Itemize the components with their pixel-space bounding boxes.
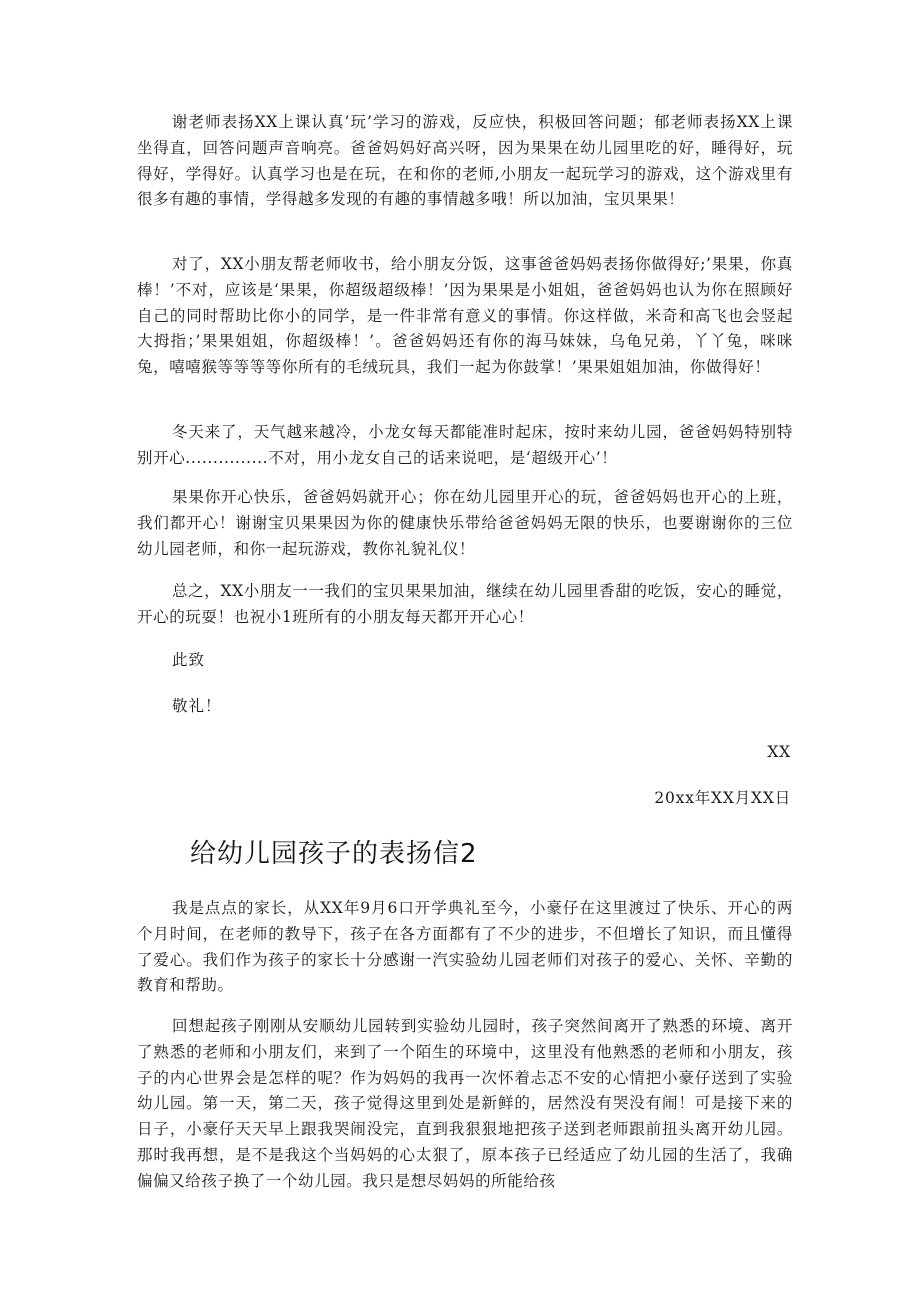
- signature: XX: [767, 743, 791, 761]
- letter2-paragraph-2: 回想起孩子刚刚从安顺幼儿园转到实验幼儿园时，孩子突然间离开了熟悉的环境、离开了熟悉的老师和小朋友们，来到了一个陌生的环境中，这里没有他熟悉的老师和小朋友，孩子的内心世界会是怎样的呢？作为妈妈的我再一次怀着忐忑不安的心情把小豪仔送到了实验幼儿园。第一天，第二天，孩子觉得这里到处是新鲜的，居然没有哭没有闹！可是接下来的日子，小豪仔天天早上跟我哭闹没完，直到我狠狠地把孩子送到老师跟前扭头离开幼儿园。那时我再想，是不是我这个当妈妈的心太狠了，原本孩子已经适应了幼儿园的生活了，我确偏偏又给孩子换了一个幼儿园。我只是想尽妈妈的所能给孩: [137, 1017, 793, 1190]
- letter2-paragraph-1: 我是点点的家长，从XX年9月6口开学典礼至今，小豪仔在这里渡过了快乐、开心的两个月时间，在老师的教导下，孩子在各方面都有了不少的进步，不但增长了知识，而且懂得了爱心。我们作为孩子的家长十分感谢一汽实验幼儿园老师们对孩子的爱心、关怀、辛勤的教育和帮助。: [137, 899, 793, 995]
- letter1-paragraph-5: 总之，XX小朋友一一我们的宝贝果果加油，继续在幼儿园里香甜的吃饭，安心的睡觉，开心的玩耍！也祝小1班所有的小朋友每天都开开心心！: [137, 582, 793, 626]
- letter1-paragraph-3: 冬天来了，天气越来越冷，小龙女每天都能准时起床，按时来幼儿园，爸爸妈妈特别特别开心...............不对，用小龙女自己的话来说吧，是‘超级开心’！: [137, 423, 793, 467]
- closing-salutation: 此致: [172, 651, 206, 669]
- letter1-paragraph-1: 谢老师表扬XX上课认真’玩’学习的游戏，反应快，积极回答问题；郁老师表扬XX上课坐得直，回答问题声音响亮。爸爸妈妈好高兴呀，因为果果在幼儿园里吃的好，睡得好，玩得好，学得好。认真学习也是在玩，在和你的老师,小朋友一起玩学习的游戏，这个游戏里有很多有趣的事情，学得越多发现的有趣的事情越多哦！所以加油，宝贝果果！: [137, 113, 793, 209]
- letter-date: 20xx年XX月XX日: [654, 789, 791, 807]
- closing-respect: 敬礼！: [172, 697, 222, 715]
- letter1-paragraph-2: 对了，XX小朋友帮老师收书，给小朋友分饭，这事爸爸妈妈表扬你做得好;’果果，你真棒！’不对，应该是‘果果，你超级超级棒！’因为果果是小姐姐，爸爸妈妈也认为你在照顾好自己的同时帮助比你小的同学，是一件非常有意义的事情。你这样做，米奇和高飞也会竖起大拇指；’果果姐姐，你超级棒！’。爸爸妈妈还有你的海马妹妹，乌龟兄弟，丫丫兔，咪咪兔，嘻嘻猴等等等等你所有的毛绒玩具，我们一起为你鼓掌！’果果姐姐加油，你做得好！: [137, 255, 793, 377]
- letter2-title: 给幼儿园孩子的表扬信2: [190, 839, 478, 869]
- letter1-paragraph-4: 果果你开心快乐，爸爸妈妈就开心；你在幼儿园里开心的玩，爸爸妈妈也开心的上班，我们都开心！谢谢宝贝果果因为你的健康快乐带给爸爸妈妈无限的快乐，也要谢谢你的三位幼儿园老师，和你一起玩游戏，教你礼貌礼仪！: [137, 488, 793, 558]
